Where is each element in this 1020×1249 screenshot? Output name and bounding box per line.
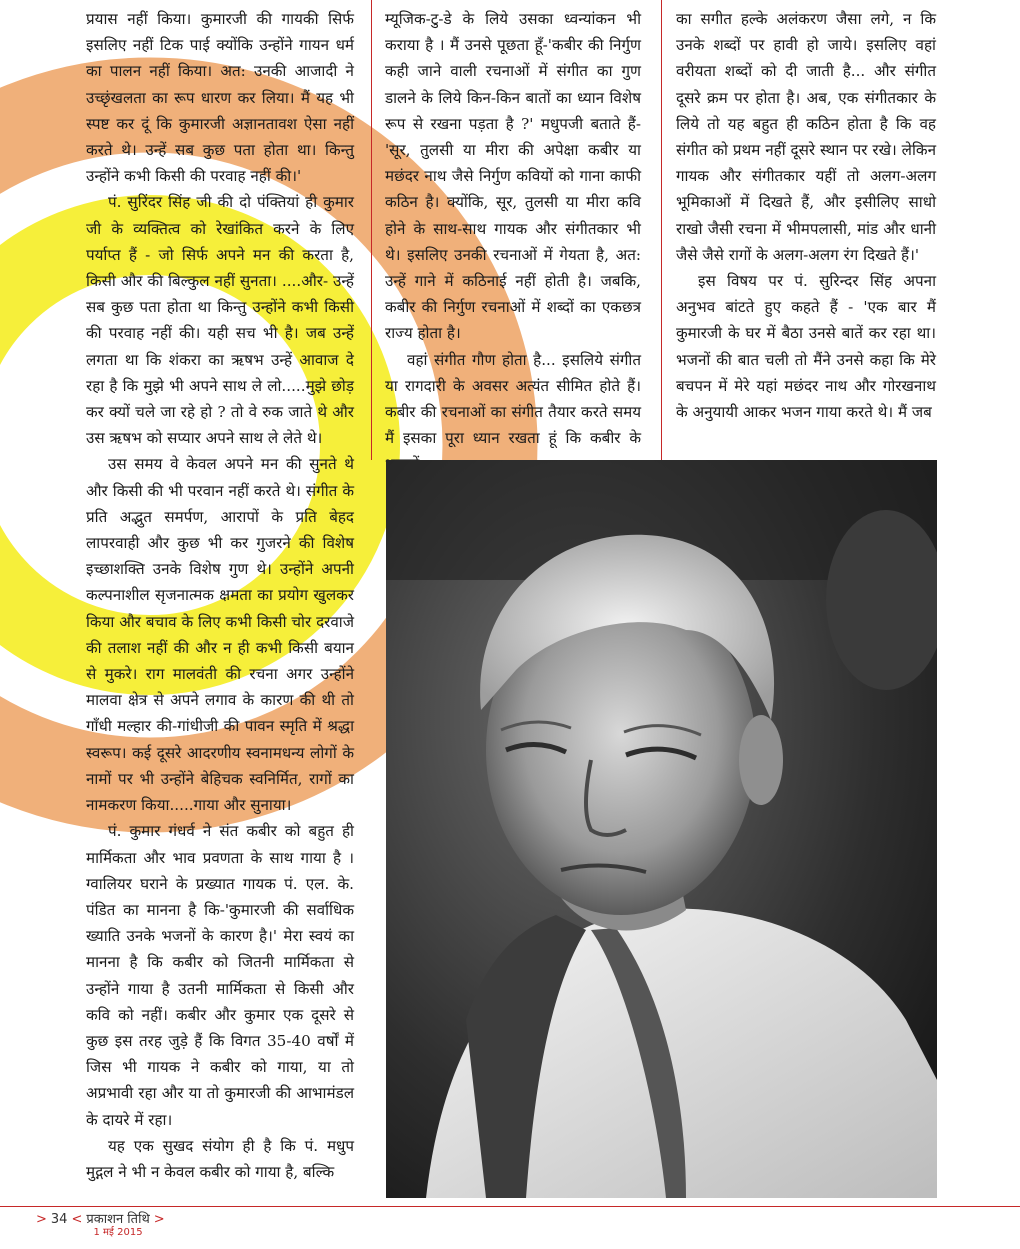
paragraph: पं. सुरिंदर सिंह जी की दो पंक्तियां ही कुमार जी के व्यक्तित्व को रेखांकित करने के लिए पर्याप्त हैं - जो सिर्फ अपने मन की करता है, किसी और की बिल्कुल नहीं सुनता। ....और- उन्हें सब कुछ पता होता था किन्तु उन्होंने कभी किसी की परवाह नहीं की। यही सच भी है। जब उन्हें लगता था कि शंकरा का ऋषभ उन्हें आवाज दे रहा है कि मुझे भी अपने साथ ले लो.....मुझे छोड़ कर क्यों चले जा रहे हो ? तो वे रुक जाते थे और उस ऋषभ को सप्यार अपने साथ ले लेते थे।	[86, 193, 354, 448]
paragraph: उस समय वे केवल अपने मन की सुनते थे और किसी की भी परवान नहीं करते थे। संगीत के प्रति अद्भुत समर्पण, आरापों के प्रति बेहद लापरवाही और कुछ भी कर गुजरने की विशेष इच्छाशक्ति उनके विशेष गुण थे। उन्होंने अपनी कल्पनाशील सृजनात्मक क्षमता का प्रयोग खुलकर किया और बचाव के लिए कभी किसी चोर दरवाजे की तलाश नहीं की और न ही कभी किसी बयान से मुकरे। राग मालवंती की रचना अगर उन्होंने मालवा क्षेत्र से अपने लगाव के कारण की थी तो गाँधी मल्हार की-गांधीजी की पावन स्मृति में श्रद्धा स्वरूप। कई दूसरे आदरणीय स्वनामधन्य लोगों के नामों पर भी उन्होंने बेहिचक स्वनिर्मित, रागों का नामकरण किया.....गाया और सुनाया।	[86, 455, 354, 815]
text-column-3	[676, 6, 936, 425]
publication-block	[86, 1212, 149, 1239]
column-divider-right	[661, 0, 662, 460]
paragraph: का सगीत हल्के अलंकरण जैसा लगे, न कि उनके शब्दों पर हावी हो जाये। इसलिए वहां वरीयता शब्दों को दी जाती है... और संगीत दूसरे क्रम पर होता है। अब, एक संगीतकार के लिये तो यह बहुत ही कठिन होता है कि वह संगीत को प्रथम नहीं दूसरे स्थान पर रखे। लेकिन गायक और संगीतकार यहीं तो अलग-अलग भूमिकाओं में दिखते हैं, और इसीलिए साधो राखो जैसी रचना में भीमपलासी, मांड और धानी जैसे जैसे रागों के अलग-अलग रंग दिखते हैं।'	[676, 10, 936, 264]
paragraph: पं. कुमार गंधर्व ने संत कबीर को बहुत ही मार्मिकता और भाव प्रवणता के साथ गाया है । ग्वालियर घराने के प्रख्यात गायक पं. एल. के. पंडित का मानना है कि-'कुमारजी की सर्वाधिक ख्याति उनके भजनों के कारण है।' मेरा स्वयं का मानना है कि कबीर को जितनी मार्मिकता से उन्होंने गाया है उतनी मार्मिकता से किसी और कवि को नहीं। कबीर और कुमार एक दूसरे से कुछ इस तरह जुड़े हैं कि विगत 35-40 वर्षों में जिस भी गायक ने कबीर को गाया, या तो अप्रभावी रहा और या तो कुमारजी की आभामंडल के दायरे में रहा।	[86, 822, 354, 1129]
publication-date: 1 मई 2015	[93, 1227, 143, 1238]
column-divider-left	[371, 0, 372, 460]
text-column-2	[385, 6, 641, 478]
footer-info	[36, 1212, 165, 1239]
paragraph: प्रयास नहीं किया। कुमारजी की गायकी सिर्फ इसलिए नहीं टिक पाई क्योंकि उन्होंने गायन धर्म का पालन नहीं किया। अत: उनकी आजादी ने उच्छृंखलता का रूप धारण कर लिया। मैं यह भी स्पष्ट कर दूं कि कुमारजी अज्ञानतावश ऐसा नहीं करते थे। उन्हें सब कुछ पता होता था। किन्तु उन्होंने कभी किसी की परवाह नहीं की।'	[86, 10, 354, 186]
text-column-1	[86, 6, 354, 1185]
footer-left-marker: >	[36, 1212, 47, 1227]
page-footer	[0, 1206, 1020, 1249]
page-number: 34	[50, 1212, 68, 1227]
paragraph: इस विषय पर पं. सुरिन्दर सिंह अपना अनुभव बांटते हुए कहते हैं - 'एक बार मैं कुमारजी के घर में बैठा उनसे बातें कर रहा था। भजनों की बात चली तो मैंने उनसे कहा कि मेरे बचपन में मेरे यहां मछंदर नाथ और गोरखनाथ के अनुयायी आकर भजन गाया करते थे। मैं जब	[676, 272, 936, 422]
footer-right-marker: >	[153, 1212, 165, 1227]
publication-name: प्रकाशन तिथि	[86, 1212, 150, 1227]
paragraph: म्यूजिक-टु-डे के लिये उसका ध्वन्यांकन भी कराया है । मैं उनसे पूछता हूँ-'कबीर की निर्गुण कही जाने वाली रचनाओं में संगीत का गुण डालने के लिये किन-किन बातों का ध्यान विशेष रूप से रखना पड़ता है ?' मधुपजी बताते हैं-'सूर, तुलसी या मीरा की अपेक्षा कबीर या मछंदर नाथ जैसे निर्गुण कवियों को गाना काफी कठिन है। क्योंकि, सूर, तुलसी या मीरा कवि होने के साथ-साथ गायक और संगीतकार भी थे। इसलिए उनकी रचनाओं में गेयता है, अत: उन्हें गाने में कठिनाई नहीं होती है। जबकि, कबीर की निर्गुण रचनाओं में शब्दों का एकछत्र राज्य होता है।	[385, 10, 641, 343]
portrait-photo	[386, 460, 937, 1198]
paragraph: यह एक सुखद संयोग ही है कि पं. मधुप मुद्गल ने भी न केवल कबीर को गाया है, बल्कि	[86, 1136, 354, 1181]
paragraph: वहां संगीत गौण होता है... इसलिये संगीत या रागदारी के अवसर अत्यंत सीमित होते हैं। कबीर की रचनाओं का संगीत तैयार करते समय मैं इसका पूरा ध्यान रखता हूं कि कबीर के	[385, 350, 641, 448]
footer-rule	[0, 1206, 1020, 1207]
footer-mid-marker: <	[71, 1212, 83, 1227]
